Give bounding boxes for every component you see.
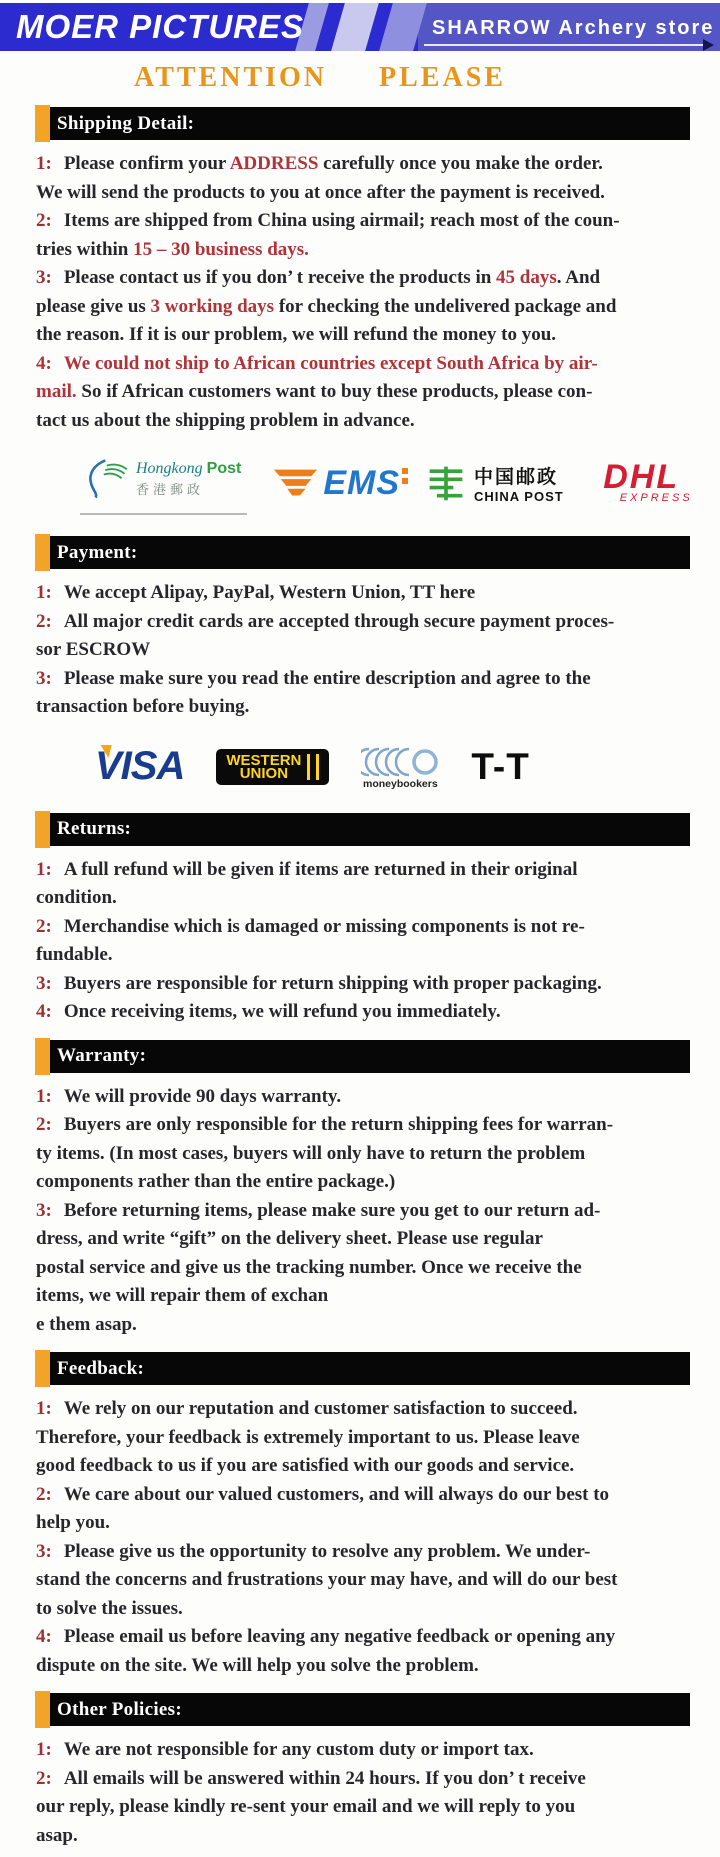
- section-label-other-policies: Other Policies:: [57, 1698, 182, 1720]
- text-line: 3: Please contact us if you don’ t receive the products in 45 days. And: [36, 267, 601, 288]
- section-bar-shipping: [35, 107, 690, 140]
- section-bar-feedback: [35, 1352, 690, 1385]
- text-line: 4: We could not ship to African countries except South Africa by air-: [36, 352, 598, 374]
- dhl-wordmark: DHL: [603, 458, 680, 496]
- attention-word: PLEASE: [379, 62, 506, 93]
- text-line: 2: Merchandise which is damaged or missing components is not re-: [36, 915, 585, 937]
- section-tab-icon: [35, 105, 50, 142]
- china-post-logo: [426, 462, 564, 504]
- text-line: mail. So if African customers want to buy these products, please con-: [36, 381, 593, 402]
- western-union-logo: [216, 749, 329, 785]
- china-post-chinese: 中国邮政: [474, 467, 559, 488]
- western-union-bar-icon: [316, 754, 319, 780]
- hongkong-post-bird-icon: [80, 452, 132, 506]
- moneybookers-logo: [361, 744, 439, 790]
- section-bar-warranty: [35, 1040, 690, 1073]
- section-label-feedback: Feedback:: [57, 1357, 145, 1379]
- visa-logo: [95, 744, 184, 789]
- attention-title: [0, 62, 640, 94]
- text-line: asap.: [36, 1824, 78, 1846]
- text-line: 4: Once receiving items, we will refund you immediately.: [36, 1001, 501, 1022]
- china-post-emblem-icon: [426, 462, 466, 504]
- section-label-payment: Payment:: [57, 541, 138, 563]
- store-banner: [0, 3, 720, 51]
- text-line: 1: We accept Alipay, PayPal, Western Union, TT here: [36, 582, 476, 603]
- brand-moer-pictures: MOER PICTURES: [16, 8, 305, 45]
- text-line: 1: We rely on our reputation and customer satisfaction to succeed.: [36, 1398, 578, 1419]
- section-text-payment: [36, 579, 696, 722]
- text-line: good feedback to us if you are satisfied with our goods and service.: [36, 1455, 575, 1476]
- text-line: 2: All emails will be answered within 24 hours. If you don’ t receive: [36, 1767, 586, 1789]
- text-line: 1: We are not responsible for any custom duty or import tax.: [36, 1739, 534, 1760]
- text-line: ty items. (In most cases, buyers will only have to return the problem: [36, 1142, 586, 1164]
- text-line: 2: We care about our valued customers, and will always do our best to: [36, 1483, 610, 1505]
- section-bar-payment: [35, 536, 690, 569]
- banner-stripe: [331, 3, 379, 51]
- section-tab-icon: [35, 1691, 50, 1728]
- hongkong-post-wordmark: [136, 460, 241, 498]
- text-line: 2: All major credit cards are accepted through secure payment proces-: [36, 610, 615, 632]
- text-line: tries within 15 – 30 business days.: [36, 238, 309, 260]
- ems-chevron-icon: [273, 467, 319, 499]
- text-line: dress, and write “gift” on the delivery sheet. Please use regular: [36, 1228, 543, 1249]
- section-text-other-policies: [36, 1736, 696, 1850]
- post-text: Post: [206, 459, 242, 477]
- text-line: 3: Before returning items, please make sure you get to our return ad-: [36, 1199, 601, 1221]
- section-text-shipping: [36, 150, 696, 435]
- western-text: WESTERN: [226, 751, 302, 769]
- hongkong-text: Hongkong: [136, 459, 203, 477]
- western-union-wordmark: [226, 751, 302, 782]
- payment-method-logos: [95, 734, 720, 800]
- section-bar-returns: [35, 813, 690, 846]
- section-text-warranty: [36, 1083, 696, 1340]
- section-text-feedback: [36, 1395, 696, 1680]
- section-label-warranty: Warranty:: [57, 1045, 147, 1066]
- text-line: 3: Please give us the opportunity to resolve any problem. We under-: [36, 1540, 591, 1562]
- text-line: postal service and give us the tracking number. Once we receive the: [36, 1256, 582, 1278]
- section-tab-icon: [35, 811, 50, 848]
- text-line: transaction before buying.: [36, 696, 250, 717]
- brand-sharrow-store: SHARROW Archery store: [432, 17, 715, 39]
- dhl-express-text: EXPRESS: [619, 492, 693, 504]
- text-line: 3: Please make sure you read the entire description and agree to the: [36, 667, 591, 689]
- section-tab-icon: [35, 1350, 50, 1387]
- section-label-shipping: Shipping Detail:: [57, 112, 195, 134]
- text-line: 1: We will provide 90 days warranty.: [36, 1085, 342, 1107]
- section-text-returns: [36, 856, 696, 1027]
- text-line: 1: A full refund will be given if items are returned in their original: [36, 858, 578, 880]
- shipping-carrier-logos: [80, 443, 720, 523]
- text-line: Therefore, your feedback is extremely important to us. Please leave: [36, 1426, 580, 1448]
- text-line: help you.: [36, 1512, 110, 1533]
- text-line: condition.: [36, 887, 117, 908]
- text-line: components rather than the entire package.): [36, 1171, 396, 1192]
- section-tab-icon: [35, 1038, 50, 1075]
- text-line: our reply, please kindly re-sent your email and we will reply to you: [36, 1796, 576, 1817]
- ems-logo: [273, 464, 400, 503]
- china-post-wordmark: [474, 462, 564, 504]
- text-line: e them asap.: [36, 1313, 137, 1335]
- text-line: 1: Please confirm your ADDRESS carefully once you make the order.: [36, 153, 603, 174]
- ems-accent-icon: [402, 478, 408, 484]
- moneybookers-arcs-icon: [361, 744, 439, 780]
- western-union-bar-icon: [307, 754, 310, 780]
- text-line: fundable.: [36, 944, 113, 965]
- text-line: to solve the issues.: [36, 1597, 183, 1619]
- hongkong-post-chinese: 香港郵政: [136, 481, 205, 497]
- text-line: We will send the products to you at once after the payment is received.: [36, 181, 605, 203]
- text-line: 4: Please email us before leaving any negative feedback or opening any: [36, 1626, 616, 1647]
- text-line: stand the concerns and frustrations your may have, and will do our best: [36, 1569, 618, 1590]
- union-text: UNION: [239, 764, 289, 782]
- section-label-returns: Returns:: [57, 818, 132, 839]
- text-line: items, we will repair them of exchan: [36, 1285, 329, 1306]
- visa-wordmark: VISA: [95, 744, 185, 788]
- hongkong-post-logo: [80, 452, 247, 515]
- link-underline: [424, 44, 706, 46]
- text-line: dispute on the site. We will help you solve the problem.: [36, 1654, 479, 1676]
- text-line: 2: Buyers are only responsible for the return shipping fees for warran-: [36, 1114, 614, 1135]
- arrow-right-icon: [703, 39, 714, 51]
- ems-accent-icon: [402, 468, 408, 474]
- text-line: please give us 3 working days for checking the undelivered package and: [36, 295, 617, 317]
- attention-word: ATTENTION: [134, 62, 328, 93]
- section-tab-icon: [35, 534, 50, 571]
- text-line: tact us about the shipping problem in advance.: [36, 409, 415, 431]
- ems-wordmark: EMS: [323, 463, 401, 502]
- tt-logo: T-T: [471, 745, 530, 787]
- dhl-logo: [590, 458, 693, 504]
- moneybookers-label: moneybookers: [363, 777, 438, 790]
- text-line: 3: Buyers are responsible for return shipping with proper packaging.: [36, 972, 602, 994]
- text-line: 2: Items are shipped from China using airmail; reach most of the coun-: [36, 210, 620, 231]
- text-line: the reason. If it is our problem, we will refund the money to you.: [36, 324, 557, 345]
- china-post-english: CHINA POST: [474, 489, 564, 504]
- section-bar-other-policies: [35, 1693, 690, 1726]
- text-line: sor ESCROW: [36, 639, 151, 660]
